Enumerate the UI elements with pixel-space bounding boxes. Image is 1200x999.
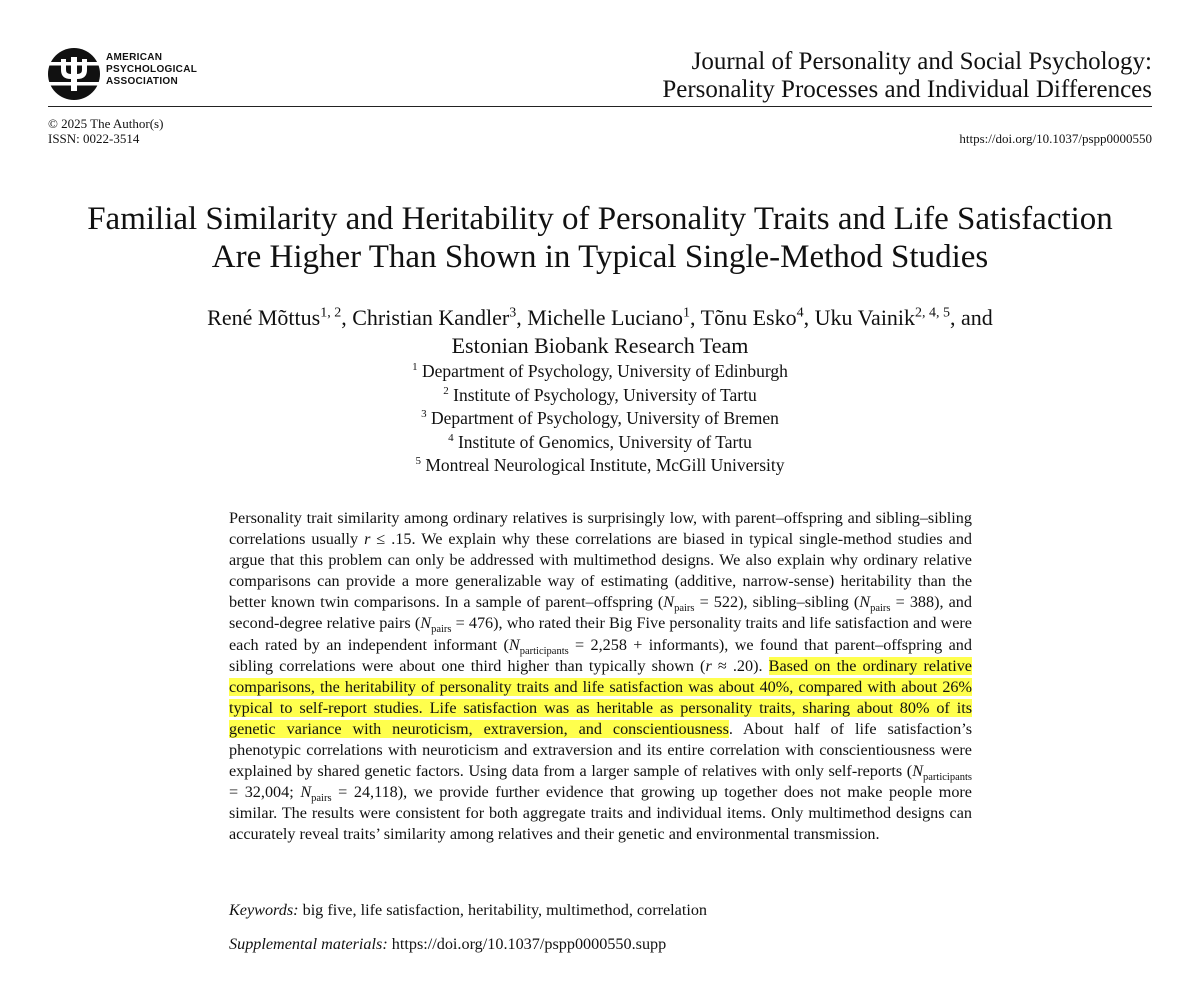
author-affil-sup: 1, 2: [320, 305, 342, 321]
publication-meta: [48, 116, 163, 146]
highlighted-text: Based on the ordinary relative comparisons, the heritability of personality traits and life satisfaction was about 40%, compared with about 26% typical to self-report studies. Life satisfaction was as heritable as personality traits, sharing about 80% of its genetic variance with neuroticism, extraversion, and conscientiousness: [229, 656, 972, 738]
author-name: Uku Vainik: [814, 305, 916, 330]
logo-line: ASSOCIATION: [106, 76, 179, 87]
stat-n: N: [508, 635, 520, 654]
affiliation-num: 5: [415, 455, 421, 468]
abstract-text: . About half of life satisfaction’s phenotypic correlations with neuroticism and extraversion and its entire correlation with conscientiousness were explained by shared genetic factors. Using data from a larger sample of relatives with only self-reports (: [229, 719, 972, 781]
article-title: [0, 200, 1200, 276]
affiliation-text: Department of Psychology, University of Edinburgh: [421, 361, 788, 381]
affiliation-num: 3: [421, 408, 427, 421]
stat-n: N: [300, 783, 312, 802]
copyright: © 2025 The Author(s): [48, 116, 164, 131]
keywords-label: Keywords:: [229, 901, 299, 919]
keywords: [229, 900, 707, 921]
affiliation: [0, 360, 1200, 384]
affiliation-num: 1: [412, 361, 418, 374]
author-affil-sup: 4: [796, 305, 804, 321]
title-line: Are Higher Than Shown in Typical Single-Method Studies: [211, 239, 989, 275]
abstract-text: ≈ .20).: [711, 656, 769, 675]
affiliation: [0, 454, 1200, 478]
stat-n-sub: participants: [519, 645, 569, 657]
title-line: Familial Similarity and Heritability of Personality Traits and Life Satisfaction: [87, 201, 1113, 237]
author-affil-sup: 1: [683, 305, 691, 321]
abstract-text: = 522), sibling–sibling (: [694, 593, 860, 612]
author-list: René Mõttus$^{1, 2}$, Christian Kandler$^3$, Michelle Luciano$^1$, Tõnu Esko$^4$, Uku Vainik$^{2, 4, 5}$, and Estonian Biobank Research Team: [0, 304, 1200, 360]
journal-title: [662, 48, 1152, 104]
doi-link[interactable]: https://doi.org/10.1037/pspp0000550: [959, 131, 1152, 146]
stat-n-sub: participants: [923, 772, 972, 784]
abstract-text: = 32,004;: [229, 783, 301, 802]
supp-link[interactable]: https://doi.org/10.1037/pspp0000550.supp: [387, 935, 667, 953]
affiliation-text: Institute of Genomics, University of Tartu: [457, 431, 752, 452]
affiliation-num: 4: [448, 431, 454, 444]
affiliation-num: 2: [443, 384, 449, 397]
supplemental-materials: [229, 934, 666, 955]
stat-n-sub: pairs: [674, 603, 695, 615]
affiliation-text: Department of Psychology, University of Bremen: [431, 408, 779, 428]
abstract-text: = 2,258 + informants), we found that parent–offspring and sibling correlations were about one third higher than typically shown (: [229, 635, 972, 675]
stat-r: r: [364, 530, 371, 549]
abstract-text: ≤ .15. We explain why these correlations are biased in typical single-method studies and argue that this problem can only be addressed with multimethod designs. We also explain why ordinary relative comparisons can provide a more generalizable way of estimating (additive, narrow-sense) heritability than the better known twin comparisons. In a sample of parent–offspring (: [229, 530, 973, 612]
abstract-text: = 24,118), we provide further evidence that growing up together does not make people more similar. The results were consistent for both aggregate traits and individual items. Only multimethod designs can accurately reveal traits’ similarity among relatives and their genetic and environmental transmission.: [229, 783, 972, 844]
stat-n-sub: pairs: [431, 624, 452, 636]
author-name: René Mõttus: [207, 305, 321, 330]
keywords-text: big five, life satisfaction, heritability, multimethod, correlation: [298, 901, 708, 919]
journal-line: Journal of Personality and Social Psychology:: [691, 48, 1152, 75]
author-name: Michelle Luciano: [527, 305, 684, 330]
header-divider: [48, 106, 1152, 107]
abstract-text: = 388), and second-degree relative pairs (: [229, 593, 972, 633]
logo-line: AMERICAN: [106, 52, 163, 63]
affiliation: [0, 407, 1200, 431]
stat-n: N: [420, 614, 432, 633]
journal-line: Personality Processes and Individual Differences: [662, 76, 1152, 103]
affiliation: [0, 384, 1200, 408]
author-team: Estonian Biobank Research Team: [451, 333, 749, 358]
stat-r: r: [705, 656, 712, 675]
author-affil-sup: 3: [509, 305, 517, 321]
stat-n: N: [859, 593, 871, 612]
author-name: Christian Kandler: [352, 305, 510, 330]
apa-psi-icon: [48, 48, 100, 100]
stat-n: N: [912, 762, 924, 781]
abstract: [229, 508, 972, 846]
affiliation-text: Montreal Neurological Institute, McGill University: [425, 455, 785, 475]
logo-wordmark: [106, 52, 197, 88]
affiliations: [0, 360, 1200, 478]
page-header: [48, 40, 1152, 106]
issn: ISSN: 0022-3514: [48, 131, 140, 146]
supp-label: Supplemental materials:: [229, 935, 388, 953]
apa-logo: [48, 48, 208, 108]
stat-n: N: [663, 593, 675, 612]
affiliation: [0, 431, 1200, 455]
abstract-text: = 476), who rated their Big Five personality traits and life satisfaction and were each rated by an independent informant (: [229, 614, 972, 654]
authors-and: , and: [950, 305, 993, 330]
abstract-text: Personality trait similarity among ordinary relatives is surprisingly low, with parent–offspring and sibling–sibling correlations usually: [229, 509, 972, 549]
author-name: Tõnu Esko: [700, 305, 797, 330]
author-affil-sup: 2, 4, 5: [915, 305, 951, 321]
stat-n-sub: pairs: [311, 793, 332, 805]
logo-line: PSYCHOLOGICAL: [106, 64, 198, 75]
affiliation-text: Institute of Psychology, University of Tartu: [453, 384, 757, 405]
stat-n-sub: pairs: [870, 603, 891, 615]
